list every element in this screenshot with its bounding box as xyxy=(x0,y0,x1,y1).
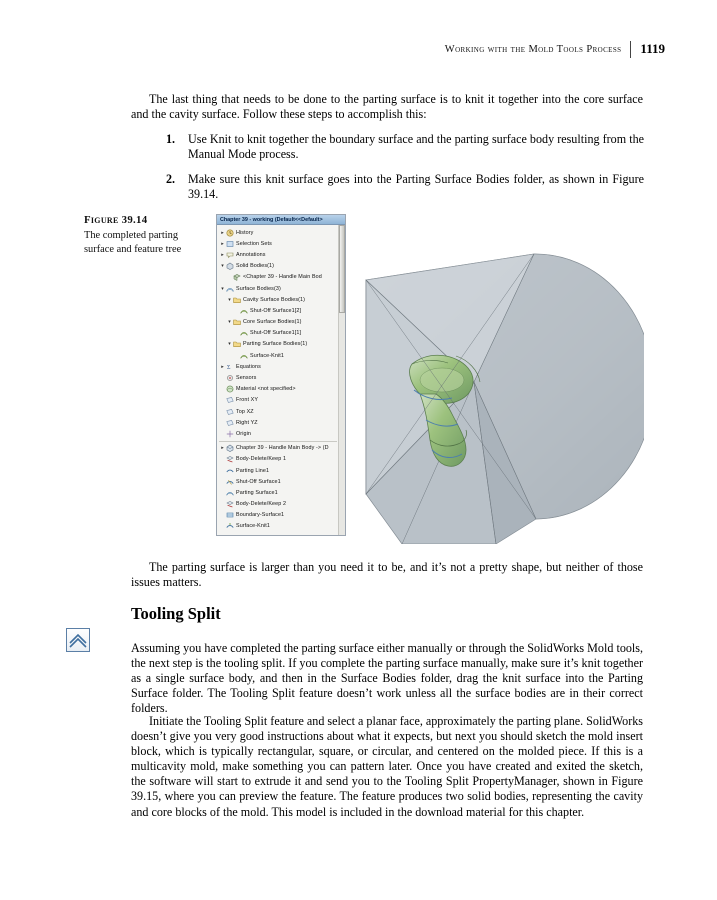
tree-item[interactable] xyxy=(217,417,345,428)
history-icon xyxy=(226,229,234,237)
figure-39-14 xyxy=(216,214,644,544)
figure-caption-text: The completed parting surface and feature tree xyxy=(84,230,182,255)
section-heading: Tooling Split xyxy=(131,604,221,623)
tree-item-label: Origin xyxy=(236,430,251,437)
tree-item-label: Sensors xyxy=(236,375,257,382)
tree-item-label: Boundary-Surface1 xyxy=(236,512,285,519)
tree-item-label: Solid Bodies(1) xyxy=(236,263,275,270)
tree-item[interactable] xyxy=(217,350,345,361)
tree-item-label: Shut-Off Surface1[2] xyxy=(250,307,302,314)
tree-item-label: Parting Line1 xyxy=(236,467,270,474)
tree-item[interactable] xyxy=(217,249,345,260)
tree-item[interactable] xyxy=(217,406,345,417)
tree-item[interactable] xyxy=(217,372,345,383)
chevron-right-icon[interactable]: ▸ xyxy=(221,251,224,258)
tree-item[interactable] xyxy=(217,499,345,510)
material-icon xyxy=(226,385,234,393)
surface-icon xyxy=(240,307,248,315)
chevron-right-icon[interactable]: ▸ xyxy=(221,240,224,247)
tree-item[interactable] xyxy=(217,428,345,439)
part-icon xyxy=(226,444,234,452)
tree-item-label: Parting Surface Bodies(1) xyxy=(243,341,308,348)
folder-icon xyxy=(233,296,241,304)
chevron-right-icon[interactable]: ▸ xyxy=(221,445,224,452)
selection-sets-icon xyxy=(226,240,234,248)
tree-item-label: Shut-Off Surface1[1] xyxy=(250,330,302,337)
tree-item[interactable] xyxy=(217,454,345,465)
tree-item-label: Shut-Off Surface1 xyxy=(236,478,281,485)
chevron-right-icon[interactable]: ▸ xyxy=(221,363,224,370)
step-text: Use Knit to knit together the boundary surface and the parting surface body resulting from the Manual Mode process. xyxy=(188,132,644,162)
feature-tree-scrollbar[interactable] xyxy=(338,225,345,535)
tree-item-label: Chapter 39 - Handle Main Body -> (D xyxy=(236,445,329,452)
tree-item[interactable] xyxy=(217,272,345,283)
svg-text:Σ: Σ xyxy=(227,365,231,371)
plane-icon xyxy=(226,419,234,427)
tree-item[interactable] xyxy=(217,261,345,272)
tree-item[interactable] xyxy=(217,227,345,238)
tree-item-label: Front XY xyxy=(236,397,259,404)
feature-tree-title xyxy=(217,215,345,225)
tree-item[interactable] xyxy=(217,510,345,521)
paragraph-tooling-split-2-wrapper xyxy=(131,714,643,820)
tree-item-label: History xyxy=(236,229,254,236)
body-delete-icon xyxy=(226,500,234,508)
on-the-website-icon xyxy=(66,628,90,652)
tree-item[interactable] xyxy=(217,487,345,498)
tree-item-label: Selection Sets xyxy=(236,240,272,247)
tree-item-label: Right YZ xyxy=(236,419,258,426)
origin-icon xyxy=(226,430,234,438)
step-number: 2. xyxy=(166,172,176,187)
tree-item[interactable] xyxy=(217,476,345,487)
plane-icon xyxy=(226,408,234,416)
running-head xyxy=(445,40,665,58)
tree-item-label: Surface Bodies(3) xyxy=(236,285,281,292)
tree-item[interactable] xyxy=(217,294,345,305)
body-icon xyxy=(233,273,241,281)
chevron-down-icon[interactable]: ▾ xyxy=(221,263,224,270)
boundary-surface-icon xyxy=(226,511,234,519)
parting-line-icon xyxy=(226,467,234,475)
chevron-down-icon[interactable]: ▾ xyxy=(228,341,231,348)
tree-item-label: Parting Surface1 xyxy=(236,489,278,496)
step-number: 1. xyxy=(166,132,176,146)
list-item xyxy=(166,172,644,202)
feature-tree-panel[interactable] xyxy=(216,214,346,536)
chevron-down-icon[interactable]: ▾ xyxy=(221,285,224,292)
tree-item[interactable] xyxy=(217,384,345,395)
tree-item-label: Body-Delete/Keep 2 xyxy=(236,501,287,508)
surface-icon xyxy=(240,329,248,337)
surface-knit-icon xyxy=(226,522,234,530)
figure-label: Figure 39.14 xyxy=(84,214,148,226)
tree-item[interactable] xyxy=(217,395,345,406)
equations-icon xyxy=(226,363,234,371)
paragraph-tooling-split-2: Initiate the Tooling Split feature and select a planar face, approximately the parting plane. SolidWorks doesn’t give you very good instructions about what it expects, but next you should sketch the mold insert block, which is typically rectangular, square, or circular, and centered on the molded piece. If this is a multicavity mold, make something you can pattern later. Once you have created and exited the sketch, the software will start to extrude it and send you to the Tooling Split PropertyManager, shown in Figure 39.15, where you can preview the feature. The feature produces two solid bodies, representing the cavity and core blocks of the mold. This model is included in the download material for this chapter. xyxy=(131,714,643,819)
tree-item[interactable] xyxy=(217,361,345,372)
tree-item[interactable] xyxy=(217,328,345,339)
tree-item-label: Surface-Knit1 xyxy=(250,352,284,359)
chevron-down-icon[interactable]: ▾ xyxy=(228,319,231,326)
tree-item-label: Annotations xyxy=(236,251,266,258)
tree-item[interactable] xyxy=(217,465,345,476)
paragraph-tooling-split-1: Assuming you have completed the parting surface either manually or through the SolidWorks Mold tools, the next step is the tooling split. If you complete the parting surface manually, make sure it’s knit together as a single surface body, and then in the Surface Bodies folder, drag the knit surface into the Parting Surface folder. The Tooling Split feature doesn’t work unless all the surface bodies are in their correct folders. xyxy=(131,641,643,716)
feature-tree-title-text: Chapter 39 - working (Default<<Default> xyxy=(220,216,323,223)
tree-item-label: Core Surface Bodies(1) xyxy=(243,319,302,326)
chevron-down-icon[interactable]: ▾ xyxy=(228,296,231,303)
tree-item-label: Equations xyxy=(236,363,261,370)
paragraph-after-figure: The parting surface is larger than you need it to be, and it’s not a pretty shape, but neither of those issues matters. xyxy=(131,560,643,590)
paragraph-tooling-split-1-wrapper xyxy=(131,641,643,716)
tree-item[interactable] xyxy=(217,238,345,249)
surface-icon xyxy=(240,352,248,360)
folder-icon xyxy=(233,340,241,348)
tree-item-label: Surface-Knit1 xyxy=(236,523,270,530)
tree-item[interactable] xyxy=(217,339,345,350)
tree-item[interactable] xyxy=(217,283,345,294)
numbered-step-list xyxy=(166,132,644,212)
parting-surface-icon xyxy=(226,489,234,497)
tree-item[interactable] xyxy=(217,305,345,316)
tree-item-label: Top XZ xyxy=(236,408,254,415)
list-item xyxy=(166,132,644,162)
tree-item[interactable] xyxy=(217,521,345,532)
sensors-icon xyxy=(226,374,234,382)
paragraph-intro: The last thing that needs to be done to the parting surface is to knit it together into the core surface and the cavity surface. Follow these steps to accomplish this: xyxy=(131,92,643,122)
folder-icon xyxy=(233,318,241,326)
page-number: 1119 xyxy=(640,41,665,56)
running-head-divider xyxy=(630,41,631,58)
annotations-icon xyxy=(226,251,234,259)
solid-bodies-icon xyxy=(226,262,234,270)
tree-item[interactable] xyxy=(217,443,345,454)
step-text: Make sure this knit surface goes into the Parting Surface Bodies folder, as shown in Figure 39.14. xyxy=(188,172,644,202)
running-head-title: Working with the Mold Tools Process xyxy=(444,43,622,55)
tree-divider xyxy=(219,441,337,442)
paragraph-after-figure-wrapper xyxy=(131,560,643,590)
tree-item-label: <Chapter 39 - Handle Main Bod xyxy=(243,274,322,281)
surface-bodies-icon xyxy=(226,285,234,293)
body-delete-icon xyxy=(226,455,234,463)
tree-item[interactable] xyxy=(217,317,345,328)
feature-tree-body[interactable] xyxy=(217,225,345,532)
plane-icon xyxy=(226,396,234,404)
tree-item-label: Cavity Surface Bodies(1) xyxy=(243,296,306,303)
tree-item-label: Material <not specified> xyxy=(236,386,296,393)
figure-caption xyxy=(84,214,204,256)
chevron-right-icon[interactable]: ▸ xyxy=(221,229,224,236)
tree-item-label: Body-Delete/Keep 1 xyxy=(236,456,287,463)
shutoff-surface-icon xyxy=(226,478,234,486)
paragraph-intro-wrapper xyxy=(131,92,643,122)
scrollbar-thumb[interactable] xyxy=(339,225,345,313)
